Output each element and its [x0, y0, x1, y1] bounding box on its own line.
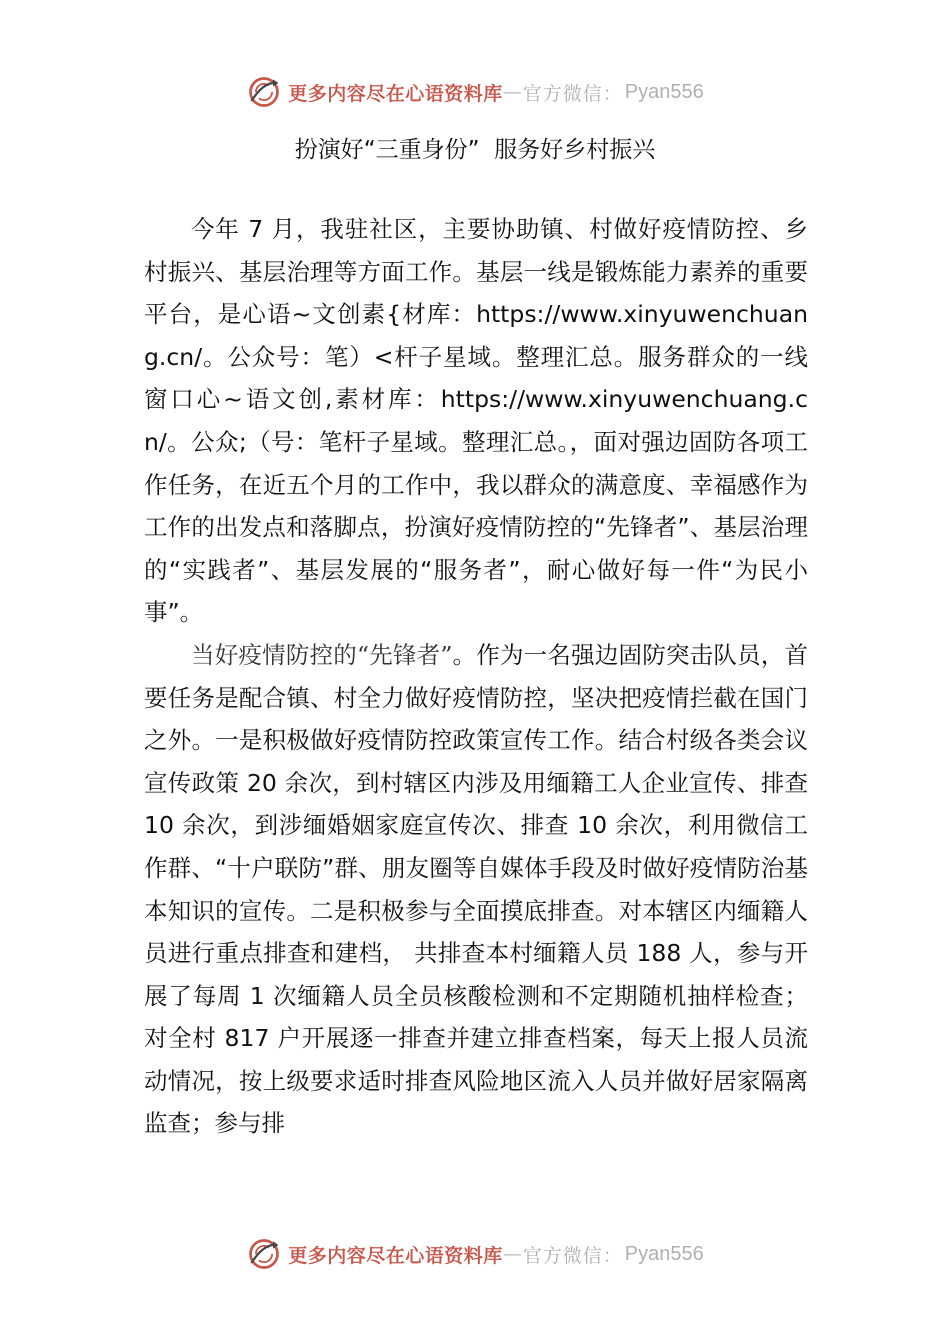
brand-logo-icon: [246, 74, 282, 110]
header-watermark-banner: [0, 72, 950, 112]
banner-wechat-label: 官方微信：: [522, 82, 623, 105]
paragraph-1-text: 今年 7 月，我驻社区，主要协助镇、村做好疫情防控、乡村振兴、基层治理等方面工作。基层一线是锻炼能力素养的重要平台，是心语~文创素{材库：https://www.xinyuwenchuang.cn/。公众号：笔）<杆子星域。整理汇总。服务群众的一线窗口心~语文创,素材库：https://www.xinyuwenchuang.cn/。公众;（号：笔杆子星域。整理汇总。，面对强边固防各项工作任务，在近五个月的工作中，我以群众的满意度、幸福感作为工作的出发点和落脚点，扮演好疫情防控的“先锋者”、基层治理的“实践者”、基层发展的“服务者”，耐心做好每一件“为民小事”。: [144, 215, 808, 627]
paragraph-2: [144, 634, 808, 1145]
banner-separator: —: [502, 1243, 523, 1265]
paragraph-2-text: 。作为一名强边固防突击队员，首要任务是配合镇、村全力做好疫情防控，坚决把疫情拦截在国门之外。一是积极做好疫情防控政策宣传工作。结合村级各类会议宣传政策 20 余次，到村辖区内涉及用缅籍工人企业宣传、排查 10 余次，到涉缅婚姻家庭宣传次、排查 10 余次，利用微信工作群、“十户联防”群、朋友圈等自媒体手段及时做好疫情防治基本知识的宣传。二是积极参与全面摸底排查。对本辖区内缅籍人员进行重点排查和建档， 共排查本村缅籍人员 188 人，参与开展了每周 1 次缅籍人员全员核酸检测和不定期随机抽样检查；对全村 817 户开展逐一排查并建立排查档案，每天上报人员流动情况，按上级要求适时排查风险地区流入人员并做好居家隔离监查；参与排: [144, 640, 808, 1138]
document-title: 扮演好“三重身份” 服务好乡村振兴: [294, 137, 656, 163]
banner-wechat-id: Pyan556: [624, 1242, 704, 1265]
banner-brand-text: 更多内容尽在心语资料库: [288, 1244, 503, 1267]
banner-brand-text: 更多内容尽在心语资料库: [288, 82, 503, 105]
document-body: [144, 208, 808, 1145]
paragraph-1: [144, 208, 808, 634]
brand-logo-icon: [246, 1236, 282, 1272]
banner-wechat-id: Pyan556: [624, 80, 704, 103]
footer-watermark-banner: [0, 1234, 950, 1274]
paragraph-2-lead: 当好疫情防控的“先锋者”: [191, 640, 453, 669]
banner-wechat-label: 官方微信：: [522, 1244, 623, 1267]
banner-separator: —: [502, 81, 523, 103]
